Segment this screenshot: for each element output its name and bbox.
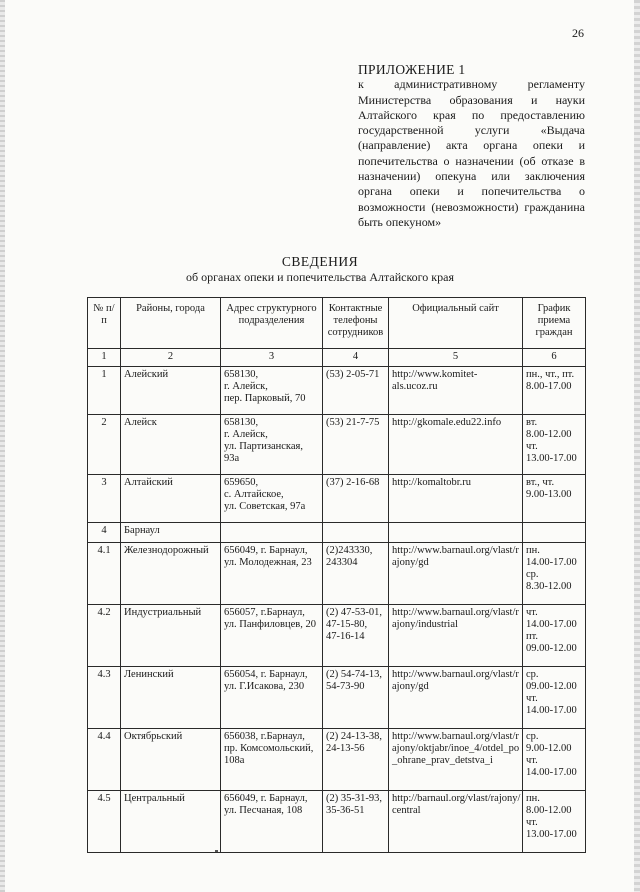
table-body	[88, 367, 586, 853]
table-row	[88, 729, 586, 791]
cell-num: 1	[88, 367, 121, 415]
cell-site	[389, 523, 523, 543]
cell-num: 4.3	[88, 667, 121, 729]
table-row	[88, 543, 586, 605]
header-cell: График приема граждан	[523, 298, 586, 349]
header-cell: Адрес структурного подразделения	[221, 298, 323, 349]
cell-phone: (53) 21-7-75	[323, 415, 389, 475]
scan-edge-right	[634, 0, 640, 892]
column-number: 4	[323, 349, 389, 367]
cell-num: 3	[88, 475, 121, 523]
guardianship-table	[87, 297, 586, 853]
cell-phone: (2) 35-31-93, 35-36-51	[323, 791, 389, 853]
cell-num: 4.5	[88, 791, 121, 853]
cell-phone: (2) 47-53-01, 47-15-80, 47-16-14	[323, 605, 389, 667]
cell-site: http://www.komitet- als.ucoz.ru	[389, 367, 523, 415]
table-row	[88, 523, 586, 543]
cell-address	[221, 523, 323, 543]
cell-schedule	[523, 523, 586, 543]
header-cell: Районы, города	[121, 298, 221, 349]
document-title: СВЕДЕНИЯ	[281, 254, 359, 269]
cell-address: 656049, г. Барнаул, ул. Песчаная, 108	[221, 791, 323, 853]
cell-phone	[323, 523, 389, 543]
cell-address: 656049, г. Барнаул, ул. Молодежная, 23	[221, 543, 323, 605]
cell-site: http://komaltobr.ru	[389, 475, 523, 523]
cell-schedule: вт., чт. 9.00-13.00	[523, 475, 586, 523]
cell-schedule: пн. 14.00-17.00 ср. 8.30-12.00	[523, 543, 586, 605]
cell-address: 658130, г. Алейск, ул. Партизанская, 93а	[221, 415, 323, 475]
column-number: 3	[221, 349, 323, 367]
cell-phone: (53) 2-05-71	[323, 367, 389, 415]
cell-num: 4.2	[88, 605, 121, 667]
annex-title: ПРИЛОЖЕНИЕ 1	[358, 62, 466, 77]
column-number: 1	[88, 349, 121, 367]
cell-num: 4	[88, 523, 121, 543]
header-cell: Контактные телефоны сотрудников	[323, 298, 389, 349]
table-row	[88, 415, 586, 475]
cell-district: Индустриальный	[121, 605, 221, 667]
table-row	[88, 367, 586, 415]
document-subtitle: об органах опеки и попечительства Алтайского края	[186, 270, 454, 284]
cell-phone: (37) 2-16-68	[323, 475, 389, 523]
table-row	[88, 667, 586, 729]
column-number: 2	[121, 349, 221, 367]
cell-site: http://www.barnaul.org/vlast/r ajony/industrial	[389, 605, 523, 667]
cell-num: 4.1	[88, 543, 121, 605]
table-row	[88, 475, 586, 523]
header-cell: № п/п	[88, 298, 121, 349]
cell-address: 656038, г.Барнаул, пр. Комсомольский, 108а	[221, 729, 323, 791]
cell-district: Железнодорожный	[121, 543, 221, 605]
cell-schedule: пн., чт., пт. 8.00-17.00	[523, 367, 586, 415]
cell-district: Алтайский	[121, 475, 221, 523]
cell-district: Ленинский	[121, 667, 221, 729]
cell-schedule: вт. 8.00-12.00 чт. 13.00-17.00	[523, 415, 586, 475]
cell-num: 2	[88, 415, 121, 475]
cell-site: http://www.barnaul.org/vlast/r ajony/oktjabr/inoe_4/otdel_po _ohrane_prav_detstva_i	[389, 729, 523, 791]
cell-address: 659650, с. Алтайское, ул. Советская, 97а	[221, 475, 323, 523]
cell-schedule: ср. 09.00-12.00 чт. 14.00-17.00	[523, 667, 586, 729]
cell-district: Алейск	[121, 415, 221, 475]
cell-phone: (2)243330, 243304	[323, 543, 389, 605]
page-number: 26	[572, 26, 584, 40]
scan-edge-left	[0, 0, 5, 892]
cell-schedule: чт. 14.00-17.00 пт. 09.00-12.00	[523, 605, 586, 667]
cell-phone: (2) 24-13-38, 24-13-56	[323, 729, 389, 791]
column-number: 6	[523, 349, 586, 367]
table-row	[88, 605, 586, 667]
table-header-row	[88, 298, 586, 349]
table-row	[88, 791, 586, 853]
annex-block	[358, 62, 585, 230]
cell-address: 656057, г.Барнаул, ул. Панфиловцев, 20	[221, 605, 323, 667]
cell-district: Алейский	[121, 367, 221, 415]
cell-address: 656054, г. Барнаул, ул. Г.Исакова, 230	[221, 667, 323, 729]
column-number: 5	[389, 349, 523, 367]
cell-district: Октябрьский	[121, 729, 221, 791]
column-number-row	[88, 349, 586, 367]
cell-district: Барнаул	[121, 523, 221, 543]
scan-speck	[215, 850, 218, 852]
cell-site: http://gkomale.edu22.info	[389, 415, 523, 475]
cell-site: http://www.barnaul.org/vlast/r ajony/gd	[389, 543, 523, 605]
header-cell: Официальный сайт	[389, 298, 523, 349]
cell-site: http://barnaul.org/vlast/rajony/ central	[389, 791, 523, 853]
cell-phone: (2) 54-74-13, 54-73-90	[323, 667, 389, 729]
cell-schedule: ср. 9.00-12.00 чт. 14.00-17.00	[523, 729, 586, 791]
cell-schedule: пн. 8.00-12.00 чт. 13.00-17.00	[523, 791, 586, 853]
cell-num: 4.4	[88, 729, 121, 791]
cell-address: 658130, г. Алейск, пер. Парковый, 70	[221, 367, 323, 415]
cell-district: Центральный	[121, 791, 221, 853]
cell-site: http://www.barnaul.org/vlast/r ajony/gd	[389, 667, 523, 729]
annex-text: к административному регламенту Министерства образования и науки Алтайского края по предоставлению государственной услуги «Выдача (направление) акта органа опеки и попечительства о назначении (об отказе в назначении) опекуна или заключения органа опеки и попечительства о возможности (невозможности) гражданина быть опекуном»	[358, 77, 585, 229]
